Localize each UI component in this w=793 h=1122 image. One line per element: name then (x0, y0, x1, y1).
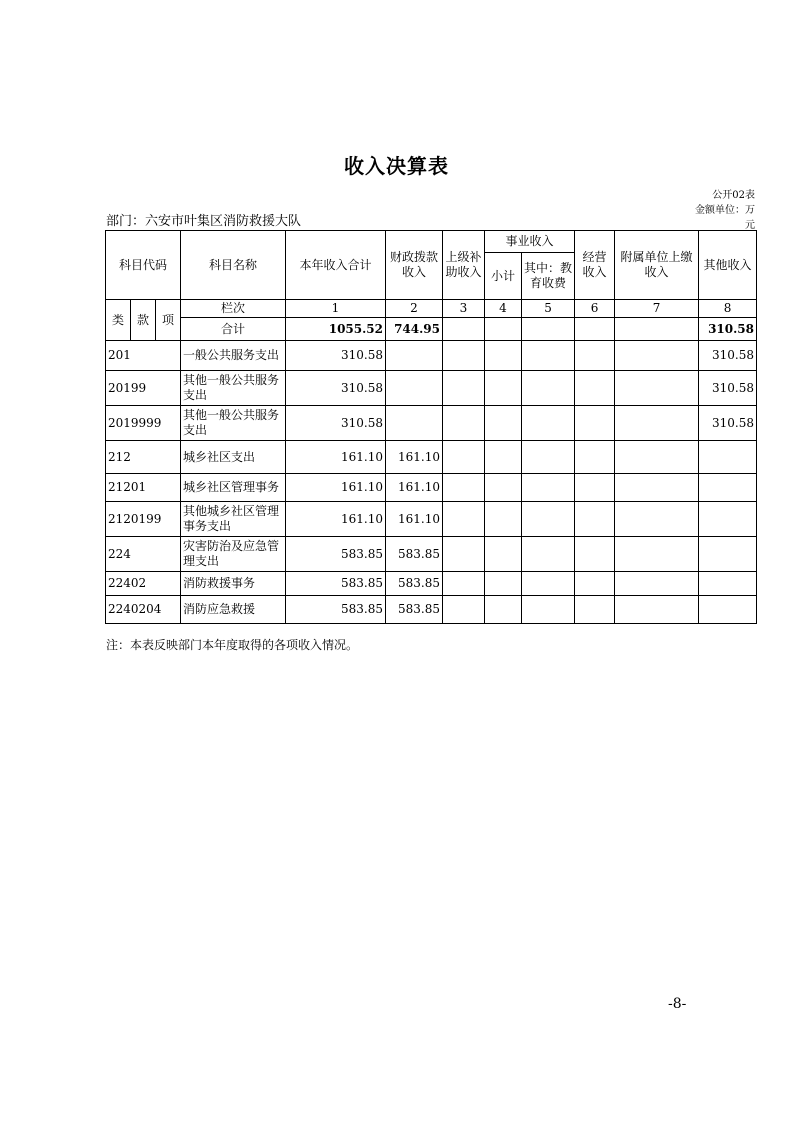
empty-cell (522, 406, 575, 441)
subject-name: 消防救援事务 (181, 572, 286, 596)
total-income-value: 583.85 (286, 537, 386, 572)
subject-code: 201 (106, 341, 181, 371)
empty-cell (522, 371, 575, 406)
form-code: 公开02表 (712, 190, 755, 201)
other-income-value (699, 596, 757, 624)
total-income-value: 310.58 (286, 341, 386, 371)
empty-cell (522, 341, 575, 371)
column-number: 1 (286, 300, 386, 318)
table-row (106, 371, 757, 406)
empty-cell (485, 341, 522, 371)
subject-code: 22402 (106, 572, 181, 596)
fiscal-value: 583.85 (386, 572, 443, 596)
other-income-value (699, 441, 757, 474)
total-income-value: 583.85 (286, 596, 386, 624)
empty-cell (575, 441, 615, 474)
empty-cell (522, 596, 575, 624)
subject-code: 224 (106, 537, 181, 572)
header-kuan: 款 (131, 300, 156, 341)
empty-cell (485, 406, 522, 441)
fiscal-value (386, 406, 443, 441)
subject-name: 城乡社区管理事务 (181, 474, 286, 502)
total-income-value: 310.58 (286, 371, 386, 406)
empty-cell (615, 596, 699, 624)
empty-cell (443, 572, 485, 596)
amount-unit: 金额单位：万 (695, 205, 755, 216)
empty-cell (575, 318, 615, 341)
fiscal-value: 161.10 (386, 441, 443, 474)
table-row (106, 341, 757, 371)
page-title: 收入决算表 (344, 154, 449, 178)
empty-cell (443, 341, 485, 371)
total-income-value: 161.10 (286, 441, 386, 474)
header-affiliate: 附属单位上缴收入 (615, 231, 699, 300)
header-other: 其他收入 (699, 231, 757, 300)
subject-name: 其他一般公共服务支出 (181, 406, 286, 441)
empty-cell (443, 537, 485, 572)
empty-cell (615, 371, 699, 406)
fiscal-value: 161.10 (386, 474, 443, 502)
empty-cell (443, 318, 485, 341)
income-table (105, 230, 757, 624)
empty-cell (615, 441, 699, 474)
empty-cell (575, 596, 615, 624)
header-lei: 类 (106, 300, 131, 341)
other-income-value: 310.58 (699, 371, 757, 406)
fiscal-value: 583.85 (386, 596, 443, 624)
empty-cell (522, 537, 575, 572)
empty-cell (522, 572, 575, 596)
empty-cell (522, 474, 575, 502)
header-subject-name: 科目名称 (181, 231, 286, 300)
other-income-value: 310.58 (699, 406, 757, 441)
table-row (106, 596, 757, 624)
column-number: 5 (522, 300, 575, 318)
column-number: 3 (443, 300, 485, 318)
subject-code: 2019999 (106, 406, 181, 441)
total-other-value: 310.58 (699, 318, 757, 341)
empty-cell (522, 441, 575, 474)
empty-cell (615, 474, 699, 502)
empty-cell (485, 474, 522, 502)
column-index-label: 栏次 (181, 300, 286, 318)
empty-cell (443, 474, 485, 502)
column-number: 4 (485, 300, 522, 318)
total-income-value: 1055.52 (286, 318, 386, 341)
header-subtotal: 小计 (485, 253, 522, 300)
empty-cell (443, 596, 485, 624)
empty-cell (522, 502, 575, 537)
empty-cell (485, 441, 522, 474)
total-fiscal-value: 744.95 (386, 318, 443, 341)
total-label: 合计 (181, 318, 286, 341)
other-income-value (699, 502, 757, 537)
empty-cell (575, 406, 615, 441)
subject-code: 21201 (106, 474, 181, 502)
empty-cell (615, 341, 699, 371)
subject-code: 2240204 (106, 596, 181, 624)
other-income-value: 310.58 (699, 341, 757, 371)
other-income-value (699, 572, 757, 596)
header-subsidy: 上级补助收入 (443, 231, 485, 300)
empty-cell (443, 371, 485, 406)
empty-cell (443, 406, 485, 441)
subject-name: 消防应急救援 (181, 596, 286, 624)
table-row (106, 441, 757, 474)
empty-cell (485, 318, 522, 341)
fiscal-value (386, 341, 443, 371)
subject-name: 城乡社区支出 (181, 441, 286, 474)
other-income-value (699, 474, 757, 502)
header-fiscal: 财政拨款收入 (386, 231, 443, 300)
other-income-value (699, 537, 757, 572)
subject-code: 2120199 (106, 502, 181, 537)
column-number: 2 (386, 300, 443, 318)
header-subject-code: 科目代码 (106, 231, 181, 300)
empty-cell (485, 572, 522, 596)
empty-cell (575, 572, 615, 596)
subject-code: 212 (106, 441, 181, 474)
empty-cell (522, 318, 575, 341)
column-number: 7 (615, 300, 699, 318)
empty-cell (485, 502, 522, 537)
empty-cell (575, 341, 615, 371)
header-education-fee: 其中：教育收费 (522, 253, 575, 300)
empty-cell (615, 318, 699, 341)
empty-cell (443, 502, 485, 537)
header-operating: 经营收入 (575, 231, 615, 300)
fiscal-value: 583.85 (386, 537, 443, 572)
table-row (106, 537, 757, 572)
fiscal-value: 161.10 (386, 502, 443, 537)
table-note: 注：本表反映部门本年度取得的各项收入情况。 (106, 638, 359, 652)
empty-cell (615, 537, 699, 572)
department-label: 部门：六安市叶集区消防救援大队 (106, 214, 302, 229)
empty-cell (485, 596, 522, 624)
subject-name: 其他城乡社区管理事务支出 (181, 502, 286, 537)
empty-cell (485, 537, 522, 572)
table-row (106, 572, 757, 596)
subject-name: 灾害防治及应急管理支出 (181, 537, 286, 572)
header-business-income: 事业收入 (485, 231, 575, 253)
subject-name: 其他一般公共服务支出 (181, 371, 286, 406)
column-number: 8 (699, 300, 757, 318)
subject-code: 20199 (106, 371, 181, 406)
fiscal-value (386, 371, 443, 406)
total-income-value: 161.10 (286, 502, 386, 537)
empty-cell (443, 441, 485, 474)
empty-cell (575, 537, 615, 572)
table-row (106, 502, 757, 537)
header-total-income: 本年收入合计 (286, 231, 386, 300)
empty-cell (615, 572, 699, 596)
header-xiang: 项 (156, 300, 181, 341)
table-row (106, 406, 757, 441)
empty-cell (485, 371, 522, 406)
table-row (106, 474, 757, 502)
empty-cell (575, 371, 615, 406)
total-income-value: 161.10 (286, 474, 386, 502)
empty-cell (575, 474, 615, 502)
empty-cell (615, 406, 699, 441)
total-income-value: 310.58 (286, 406, 386, 441)
empty-cell (575, 502, 615, 537)
empty-cell (615, 502, 699, 537)
subject-name: 一般公共服务支出 (181, 341, 286, 371)
column-number: 6 (575, 300, 615, 318)
page-number: -8- (668, 996, 687, 1012)
total-income-value: 583.85 (286, 572, 386, 596)
amount-unit-suffix: 元 (745, 220, 755, 231)
